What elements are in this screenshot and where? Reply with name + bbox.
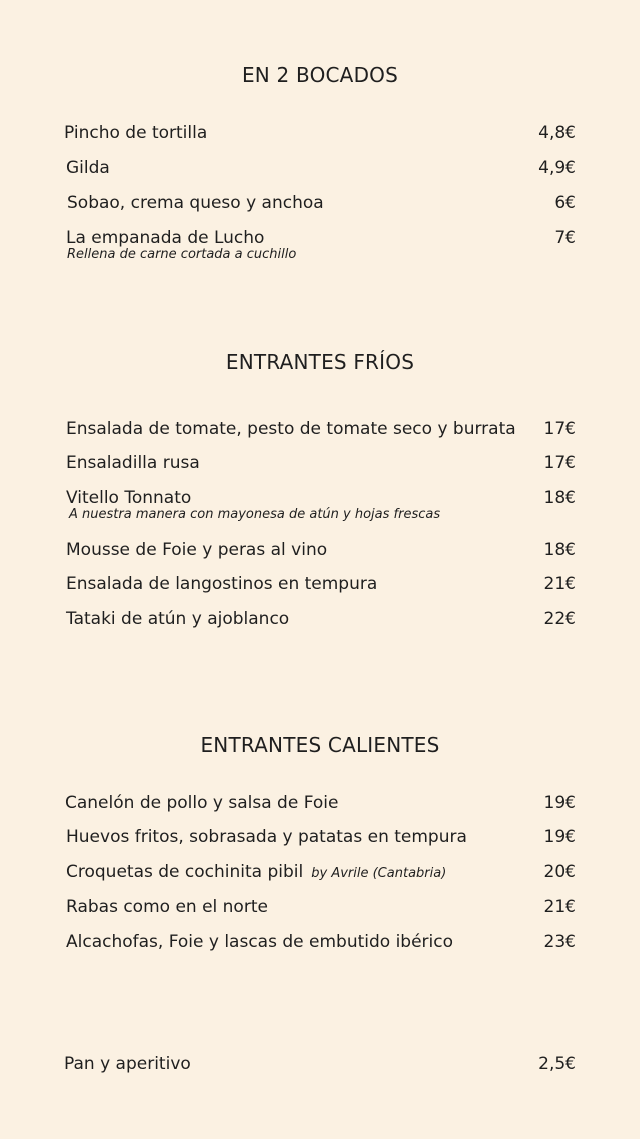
- menu-item: [64, 861, 576, 891]
- item-name: Ensaladilla rusa: [66, 453, 200, 473]
- item-price: 20€: [543, 862, 576, 882]
- menu-item: [64, 792, 576, 822]
- footer-item-name: Pan y aperitivo: [64, 1054, 191, 1074]
- item-name: Gilda: [66, 158, 110, 178]
- menu-item: [64, 418, 576, 448]
- item-name: Vitello Tonnato: [66, 488, 192, 508]
- menu-item: [64, 573, 576, 603]
- menu-item: [64, 227, 576, 269]
- item-name: La empanada de Lucho: [66, 228, 265, 248]
- item-description: Rellena de carne cortada a cuchillo: [67, 247, 297, 262]
- item-origin-note: by Avrile (Cantabria): [311, 866, 447, 881]
- item-price: 22€: [543, 609, 576, 629]
- menu-item: [64, 122, 576, 152]
- item-price: 21€: [543, 897, 576, 917]
- menu-item: [64, 487, 576, 529]
- footer-item-price: 2,5€: [538, 1054, 576, 1074]
- item-price: 19€: [543, 827, 576, 847]
- item-description: A nuestra manera con mayonesa de atún y hojas frescas: [69, 507, 441, 522]
- item-price: 19€: [543, 793, 576, 813]
- menu-item: [64, 896, 576, 926]
- menu-item: [64, 826, 576, 856]
- item-price: 18€: [543, 540, 576, 560]
- item-price: 17€: [543, 419, 576, 439]
- section-title-entrantes-frios: ENTRANTES FRÍOS: [225, 350, 415, 374]
- footer-item: [64, 1053, 576, 1083]
- item-price: 7€: [554, 228, 576, 248]
- menu-item: [64, 931, 576, 961]
- section-title-en-2-bocados: EN 2 BOCADOS: [241, 63, 399, 87]
- item-price: 21€: [543, 574, 576, 594]
- menu-item: [64, 608, 576, 638]
- item-name: Tataki de atún y ajoblanco: [66, 609, 290, 629]
- item-name: Ensalada de tomate, pesto de tomate seco y burrata: [66, 419, 516, 439]
- menu-item: [64, 539, 576, 569]
- item-price: 6€: [554, 193, 576, 213]
- item-price: 23€: [543, 932, 576, 952]
- item-name: Sobao, crema queso y anchoa: [67, 193, 324, 213]
- item-name: Ensalada de langostinos en tempura: [66, 574, 378, 594]
- menu-item: [64, 452, 576, 482]
- item-name: Croquetas de cochinita pibil: [66, 862, 304, 882]
- section-title-entrantes-calientes: ENTRANTES CALIENTES: [200, 733, 440, 757]
- item-price: 18€: [543, 488, 576, 508]
- item-name: Canelón de pollo y salsa de Foie: [65, 793, 339, 813]
- item-price: 17€: [543, 453, 576, 473]
- item-price: 4,8€: [538, 123, 576, 143]
- item-name: Mousse de Foie y peras al vino: [66, 540, 328, 560]
- item-price: 4,9€: [538, 158, 576, 178]
- item-name: Pincho de tortilla: [64, 123, 208, 143]
- item-name: Huevos fritos, sobrasada y patatas en tempura: [66, 827, 467, 847]
- item-name-with-note: [66, 861, 446, 885]
- menu-item: [64, 192, 576, 222]
- item-name: Alcachofas, Foie y lascas de embutido ibérico: [66, 932, 454, 952]
- item-name: Rabas como en el norte: [66, 897, 268, 917]
- menu-item: [64, 157, 576, 187]
